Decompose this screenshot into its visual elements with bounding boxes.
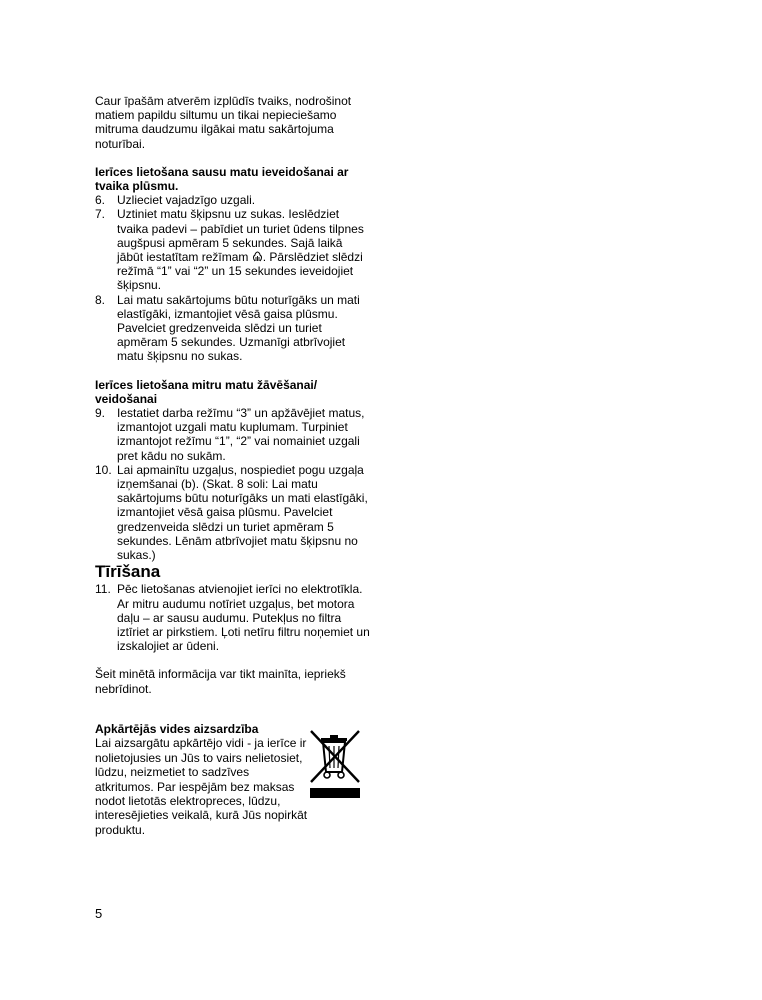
cleaning-steps bbox=[95, 582, 370, 653]
step-number: 6. bbox=[95, 193, 106, 208]
intro-paragraph: Caur īpašām atverēm izplūdīs tvaiks, nodrošinot matiem papildu siltumu un tikai nepieciešamo mitruma daudzumu ilgākai matu sakārtojuma noturībai. bbox=[95, 94, 352, 151]
step-9 bbox=[95, 406, 370, 463]
step-10 bbox=[95, 463, 370, 562]
step-number: 11. bbox=[95, 582, 111, 597]
step-text: Uztiniet matu šķipsnu uz sukas. Ieslēdziet tvaika padevi – pabīdiet un turiet ūdens tilpnes augšpusi apmēram 5 sekundes. Sajā laikā jābūt iestatītam režīmam bbox=[117, 207, 364, 265]
step-7 bbox=[95, 207, 370, 292]
dry-styling-heading: Ierīces lietošana sausu matu ieveidošanai ar tvaika plūsmu. bbox=[95, 164, 349, 194]
environment-heading: Apkārtējās vides aizsardzība bbox=[95, 722, 259, 736]
step-11 bbox=[95, 582, 370, 653]
step-text-continued: . Pārslēdziet slēdzi režīmā “1” vai “2” un 15 sekundes ieveidojiet šķipsnu. bbox=[117, 250, 363, 293]
main-column bbox=[95, 94, 370, 696]
wet-drying-steps bbox=[95, 406, 370, 562]
step-number: 8. bbox=[95, 292, 106, 307]
cleaning-title: Tīrīšana bbox=[95, 562, 161, 582]
step-number: 9. bbox=[95, 406, 106, 421]
spacer bbox=[95, 364, 370, 378]
steam-mode-icon bbox=[252, 251, 263, 262]
step-6 bbox=[95, 193, 370, 207]
step-number: 10. bbox=[95, 462, 112, 477]
step-8 bbox=[95, 293, 370, 364]
page-number: 5 bbox=[95, 906, 103, 921]
step-text: Pēc lietošanas atvienojiet ierīci no elektrotīkla. Ar mitru audumu notīriet uzgaļus, bet motora daļu – ar sausu audumu. Putekļus no filtra iztīriet ar pirkstiem. Ļoti netīru filtru noņemiet un izskalojiet ar ūdeni. bbox=[117, 582, 370, 654]
change-notice: Šeit minētā informācija var tikt mainīta, iepriekš nebrīdinot. bbox=[95, 667, 346, 696]
step-text: Uzlieciet vajadzīgo uzgali. bbox=[117, 193, 256, 208]
environment-section bbox=[95, 722, 310, 837]
weee-crossed-bin-icon bbox=[307, 728, 363, 800]
step-number: 7. bbox=[95, 207, 106, 222]
step-text: Lai matu sakārtojums būtu noturīgāks un mati elastīgāki, izmantojiet vēsā gaisa plūsmu. Pavelciet gredzenveida slēdzi un turiet apmēram 5 sekundes. Uzmanīgi atbrīvojiet matu šķipsnu no sukas. bbox=[117, 292, 360, 364]
step-text: Lai apmainītu uzgaļus, nospiediet pogu uzgaļa izņemšanai (b). (Skat. 8 soli: Lai matu sakārtojums būtu noturīgāks un mati elastīgāki, izmantojiet vēsā gaisa plūsmu. Pavelciet gredzenveida slēdzi un turiet apmēram 5 sekundes. Lēnām atbrīvojiet matu šķipsnu no sukas.) bbox=[117, 462, 368, 563]
wet-drying-heading: Ierīces lietošana mitru matu žāvēšanai/ veidošanai bbox=[95, 377, 318, 406]
step-text: Iestatiet darba režīmu “3” un apžāvējiet matus, izmantojot uzgali matu kuplumam. Turpiniet izmantojot režīmu “1”, “2” vai nomainiet uzgali pret kādu no sukām. bbox=[117, 406, 365, 463]
dry-styling-steps bbox=[95, 193, 370, 363]
environment-text: Lai aizsargātu apkārtējo vidi - ja ierīce ir nolietojusies un Jūs to vairs nelietosiet, lūdzu, neizmetiet to sadzīves atkritumos. Par iespējām bez maksas nodot lietotās elektropreces, lūdzu, interesējieties veikalā, kurā Jūs nopirkāt produktu. bbox=[95, 736, 308, 837]
